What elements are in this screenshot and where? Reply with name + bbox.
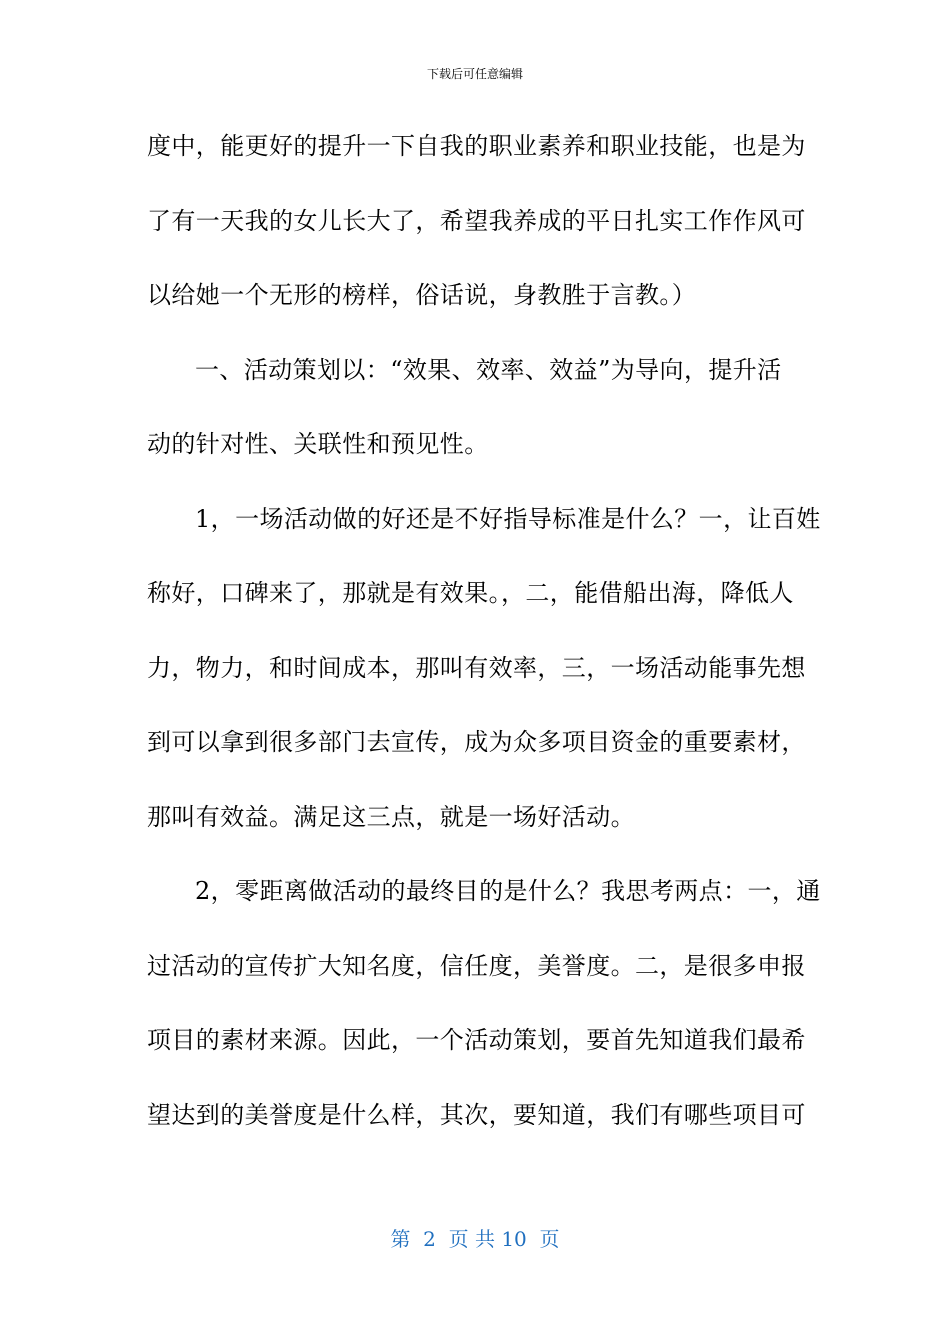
text-line: 了有一天我的女儿长大了，希望我养成的平日扎实工作作风可	[147, 206, 806, 235]
page-header: 下载后可任意编辑	[426, 67, 523, 81]
text-line: 到可以拿到很多部门去宣传，成为众多项目资金的重要素材，	[147, 728, 806, 756]
text-line: 那叫有效益。满足这三点，就是一场好活动。	[147, 802, 635, 831]
text-line: 力，物力，和时间成本，那叫有效率，三，一场活动能事先想	[147, 653, 806, 682]
text-line: 称好，口碑来了，那就是有效果。，二，能借船出海，降低人	[147, 579, 794, 607]
page-number-footer: 第 2 页 共 10 页	[390, 1227, 560, 1251]
text-line: 项目的素材来源。因此，一个活动策划，要首先知道我们最希	[147, 1026, 806, 1054]
text-line: 度中，能更好的提升一下自我的职业素养和职业技能，也是为	[147, 132, 806, 160]
text-line: 望达到的美誉度是什么样，其次，要知道，我们有哪些项目可	[147, 1100, 806, 1129]
text-line: 以给她一个无形的榜样，俗话说，身教胜于言教。）	[147, 281, 697, 309]
text-line: 一、活动策划以：“效果、效率、效益”为导向，提升活	[195, 355, 782, 384]
text-line: 1，一场活动做的好还是不好指导标准是什么？一，让百姓	[195, 504, 821, 533]
text-line: 2，零距离做活动的最终目的是什么？我思考两点：一，通	[195, 877, 821, 905]
text-line: 动的针对性、关联性和预见性。	[147, 430, 489, 458]
text-line: 过活动的宣传扩大知名度，信任度，美誉度。二，是很多申报	[147, 951, 806, 980]
document-body	[147, 126, 821, 1169]
